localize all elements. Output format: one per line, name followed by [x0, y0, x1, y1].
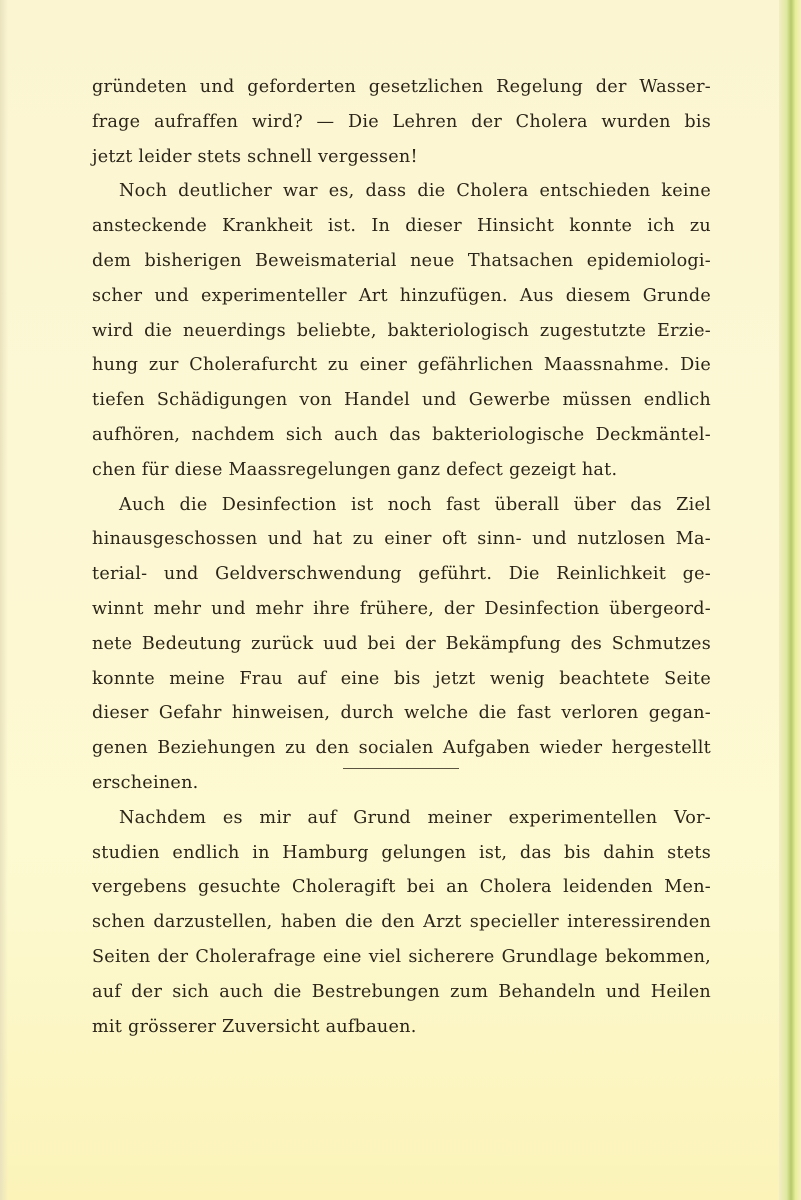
text-line: studien endlich in Hamburg gelungen ist, das bis dahin stets — [92, 842, 711, 863]
text-line: ansteckende Krankheit ist. In dieser Hinsicht konnte ich zu — [92, 216, 711, 237]
text-line: Auch die Desinfection ist noch fast überall über das Ziel — [119, 494, 711, 515]
text-line: terial- und Geldverschwendung geführt. Die Reinlichkeit ge- — [92, 564, 711, 585]
text-line: winnt mehr und mehr ihre frühere, der Desinfection übergeord- — [92, 598, 711, 619]
text-line: aufhören, nachdem sich auch das bakteriologische Deckmäntel- — [92, 424, 711, 445]
text-line: dieser Gefahr hinweisen, durch welche die fast verloren gegan- — [92, 703, 711, 724]
text-line: hung zur Cholerafurcht zu einer gefährlichen Maassnahme. Die — [92, 355, 711, 376]
text-line: jetzt leider stets schnell vergessen! — [92, 146, 418, 167]
text-line: schen darzustellen, haben die den Arzt specieller interessirenden — [92, 912, 711, 933]
section-end-rule — [343, 768, 459, 769]
text-line: genen Beziehungen zu den socialen Aufgaben wieder hergestellt — [92, 738, 711, 759]
text-line: konnte meine Frau auf eine bis jetzt wenig beachtete Seite — [92, 668, 711, 689]
text-line: chen für diese Maassregelungen ganz defect gezeigt hat. — [92, 459, 618, 480]
text-line: gründeten und geforderten gesetzlichen Regelung der Wasser- — [92, 77, 711, 97]
page-edge-right — [779, 0, 801, 1200]
text-line: tiefen Schädigungen von Handel und Gewerbe müssen endlich — [92, 390, 711, 411]
text-line: frage aufraffen wird? — Die Lehren der Cholera wurden bis — [92, 111, 711, 132]
page-edge-left — [0, 0, 8, 1200]
text-line: erscheinen. — [92, 772, 199, 793]
text-line: vergebens gesuchte Choleragift bei an Cholera leidenden Men- — [92, 877, 711, 898]
text-line: Noch deutlicher war es, dass die Cholera entschieden keine — [119, 181, 711, 202]
text-line: scher und experimenteller Art hinzufügen. Aus diesem Grunde — [92, 285, 711, 306]
text-line: Nachdem es mir auf Grund meiner experimentellen Vor- — [119, 807, 711, 828]
text-line: hinausgeschossen und hat zu einer oft sinn- und nutzlosen Ma- — [92, 529, 711, 550]
body-text — [92, 70, 711, 1044]
text-line: wird die neuerdings beliebte, bakteriologisch zugestutzte Erzie- — [92, 320, 711, 341]
text-line: mit grösserer Zuversicht aufbauen. — [92, 1016, 417, 1037]
text-line: nete Bedeutung zurück uud bei der Bekämpfung des Schmutzes — [92, 633, 711, 654]
text-line: Seiten der Cholerafrage eine viel sicherere Grundlage bekommen, — [92, 946, 711, 967]
text-line: dem bisherigen Beweismaterial neue Thatsachen epidemiologi- — [92, 250, 711, 271]
text-line: auf der sich auch die Bestrebungen zum Behandeln und Heilen — [92, 981, 711, 1002]
